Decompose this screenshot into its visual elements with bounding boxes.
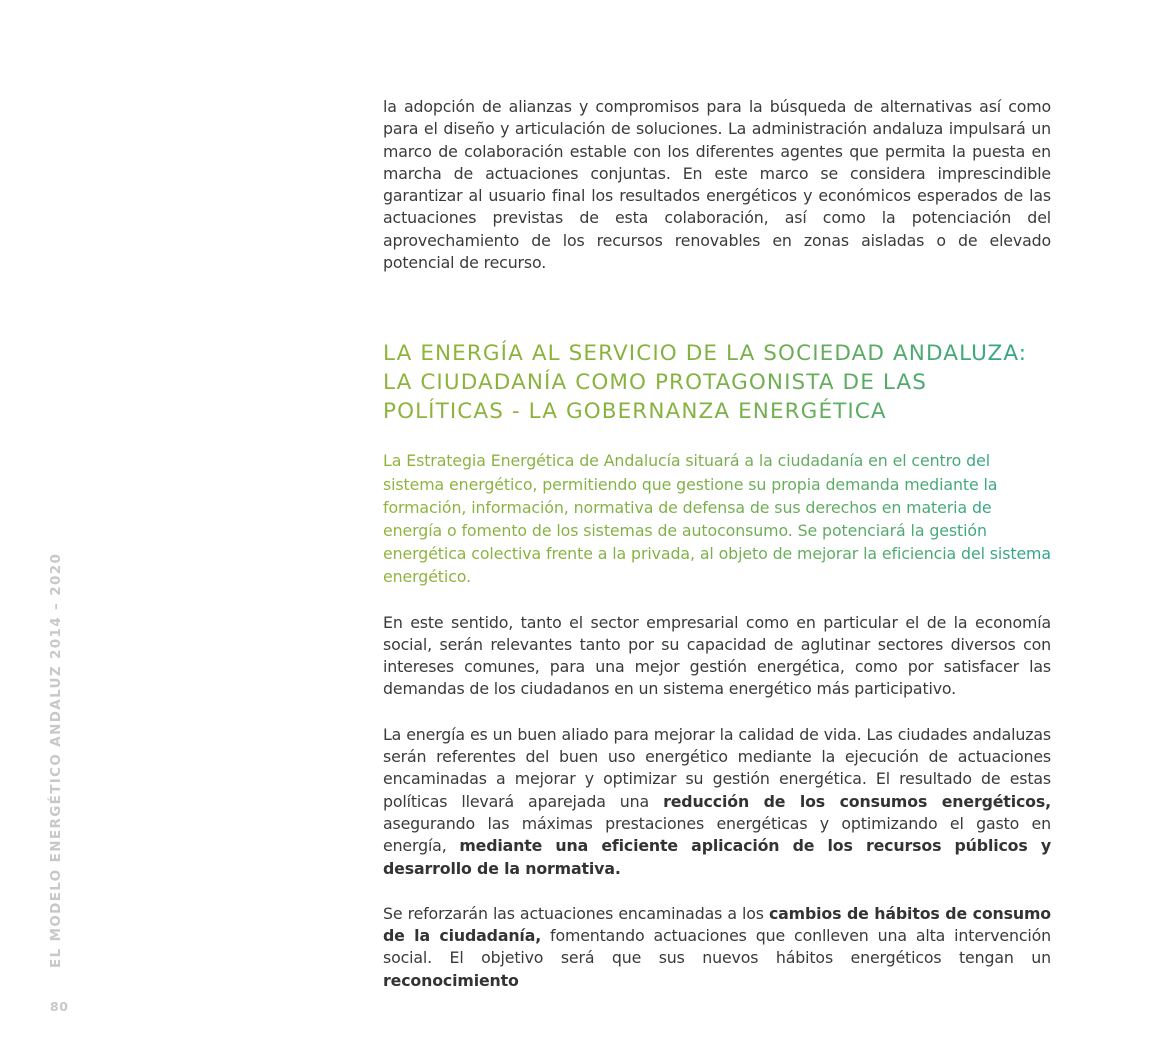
text-run: fomentando actuaciones que conlleven una alta intervención social. El objetivo será que sus nuevos hábitos energéticos tengan un <box>383 926 1052 968</box>
section-heading: LA ENERGÍA AL SERVICIO DE LA SOCIEDAD ANDALUZA: LA CIUDADANÍA COMO PROTAGONISTA DE LAS POLÍTICAS - LA GOBERNANZA ENERGÉTICA <box>383 339 1051 426</box>
text-run: Se reforzarán las actuaciones encaminadas a los <box>383 903 769 923</box>
text-column <box>383 96 1051 992</box>
text-run: La energía es un buen aliado para mejorar la calidad de vida. Las ciudades andaluzas serán referentes del buen uso energético mediante la ejecución de actuaciones encaminadas a mejorar y optimizar su gestión energética. El resultado de estas políticas llevará aparejada una <box>383 724 1051 811</box>
section-intro: La Estrategia Energética de Andalucía situará a la ciudadanía en el centro del sistema energético, permitiendo que gestione su propia demanda mediante la formación, información, normativa de defensa de sus derechos en materia de energía o fomento de los sistemas de autoconsumo. Se potenciará la gestión energética colectiva frente a la privada, al objeto de mejorar la eficiencia del sistema energético. <box>383 449 1051 588</box>
bold-run: cambios de hábitos de consumo de la ciudadanía, <box>383 903 1051 946</box>
running-title: EL MODELO ENERGÉTICO ANDALUZ 2014 – 2020 <box>48 552 64 968</box>
paragraph-alliances: la adopción de alianzas y compromisos para la búsqueda de alternativas así como para el diseño y articulación de soluciones. La administración andaluza impulsará un marco de colaboración estable con los diferentes agentes que permita la puesta en marcha de actuaciones conjuntas. En este marco se considera imprescindible garantizar al usuario final los resultados energéticos y económicos esperados de las actuaciones previstas de esta colaboración, así como la potenciación del aprovechamiento de los recursos renovables en zonas aisladas o de elevado potencial de recurso. <box>383 97 1051 273</box>
paragraph-business-sector: En este sentido, tanto el sector empresarial como en particular el de la economía social, serán relevantes tanto por su capacidad de aglutinar sectores diversos con intereses comunes, para una mejor gestión energética, como por satisfacer las demandas de los ciudadanos en un sistema energético más participativo. <box>383 612 1051 699</box>
text-run: asegurando las máximas prestaciones energéticas y optimizando el gasto en energía, <box>383 813 1051 856</box>
page-number: 80 <box>50 999 69 1014</box>
bold-run: mediante una eficiente aplicación de los recursos públicos y desarrollo de la normativa. <box>383 836 1051 878</box>
paragraph-quality-of-life <box>383 724 1051 880</box>
bold-run: reconocimiento <box>383 970 519 990</box>
paragraph-consumption-habits <box>383 903 1051 992</box>
bold-run: reducción de los consumos energéticos, <box>663 791 1051 811</box>
